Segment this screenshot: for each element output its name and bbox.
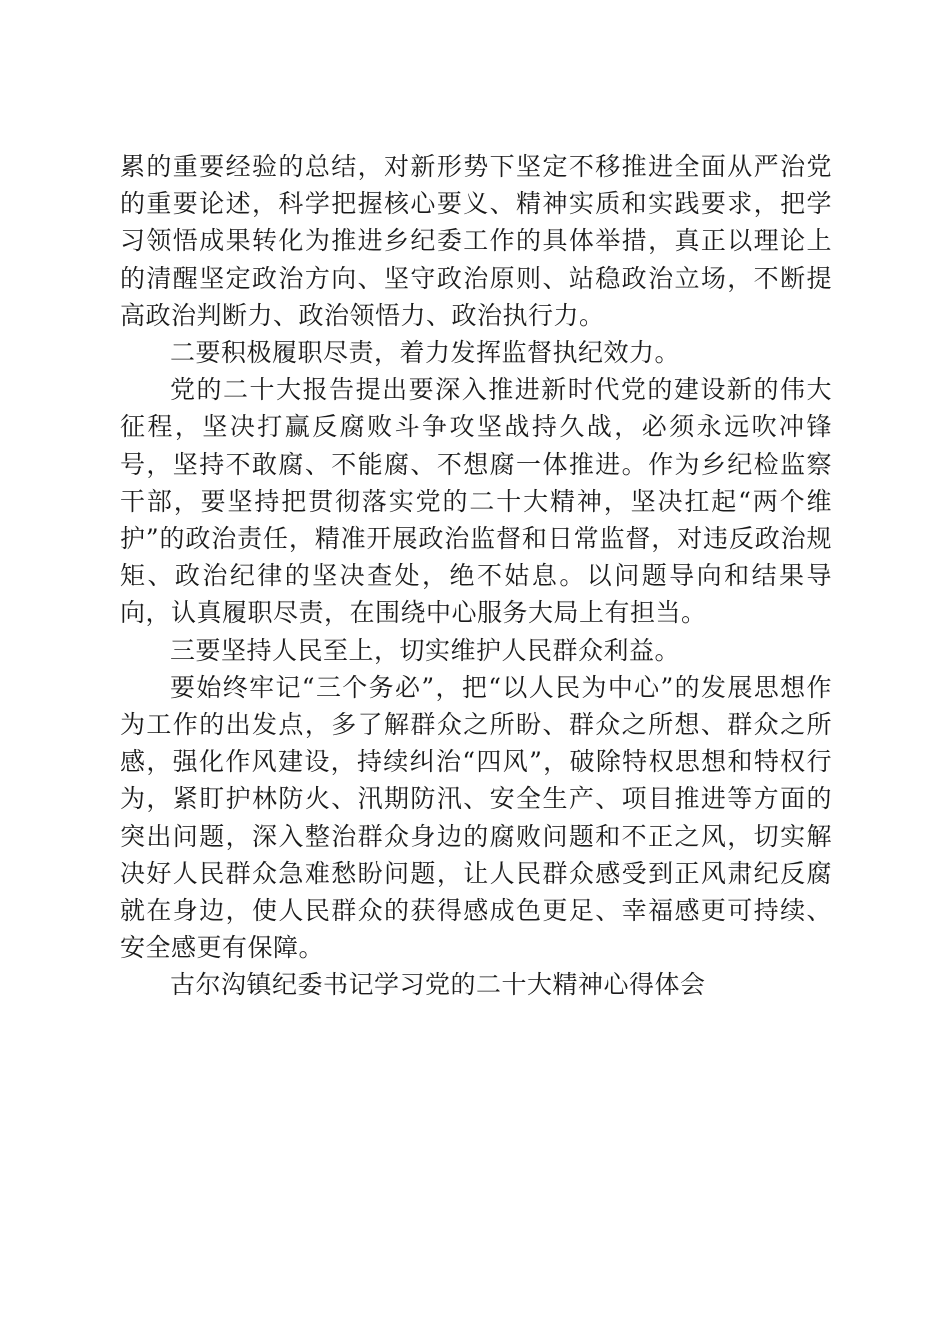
section-heading-2: 二要积极履职尽责，着力发挥监督执纪效力。 <box>170 338 681 368</box>
paragraph-continuation: 累的重要经验的总结，对新形势下坚定不移推进全面从严治党的重要论述，科学把握核心要义、精神实质和实践要求，把学习领悟成果转化为推进乡纪委工作的具体举措，真正以理论上的清醒坚定政治方向、坚守政治原则、站稳政治立场，不断提高政治判断力、政治领悟力、政治执行力。 <box>120 152 832 330</box>
section-heading-3: 三要坚持人民至上，切实维护人民群众利益。 <box>170 635 681 665</box>
document-body <box>120 148 832 1004</box>
paragraph-people-interests: 要始终牢记“三个务必”，把“以人民为中心”的发展思想作为工作的出发点，多了解群众之所盼、群众之所想、群众之所感，强化作风建设，持续纠治“四风”，破除特权思想和特权行为，紧盯护林防火、汛期防汛、安全生产、项目推进等方面的突出问题，深入整治群众身边的腐败问题和不正之风，切实解决好人民群众急难愁盼问题，让人民群众感受到正风肃纪反腐就在身边，使人民群众的获得感成色更足、幸福感更可持续、安全感更有保障。 <box>120 672 832 963</box>
next-article-title: 古尔沟镇纪委书记学习党的二十大精神心得体会 <box>170 970 706 1000</box>
paragraph-supervision: 党的二十大报告提出要深入推进新时代党的建设新的伟大征程，坚决打赢反腐败斗争攻坚战持久战，必须永远吹冲锋号，坚持不敢腐、不能腐、不想腐一体推进。作为乡纪检监察干部，要坚持把贯彻落实党的二十大精神，坚决扛起“两个维护”的政治责任，精准开展政治监督和日常监督，对违反政治规矩、政治纪律的坚决查处，绝不姑息。以问题导向和结果导向，认真履职尽责，在围绕中心服务大局上有担当。 <box>120 375 832 628</box>
